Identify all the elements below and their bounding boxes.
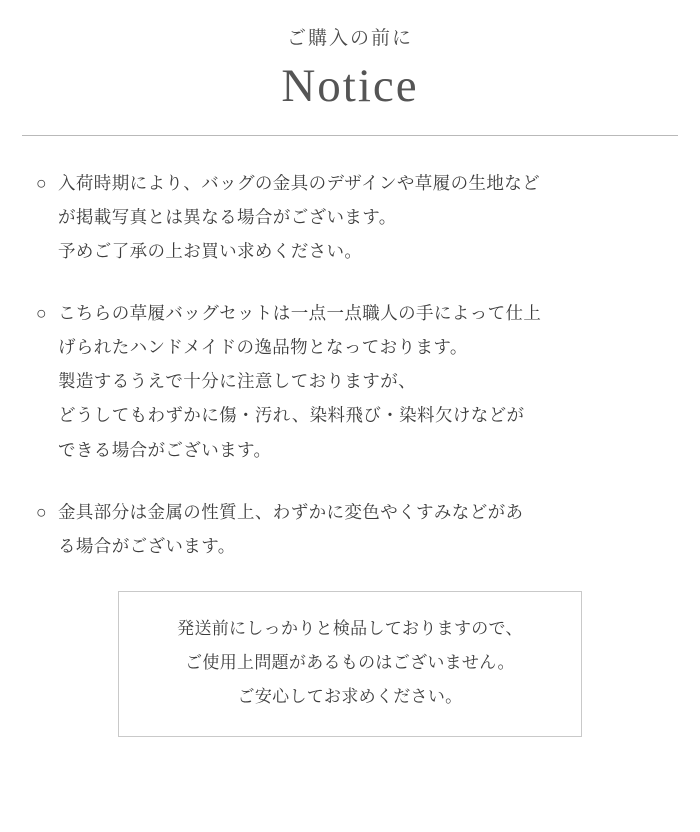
assurance-box	[118, 591, 582, 737]
list-item	[36, 495, 664, 563]
notice-list	[0, 136, 700, 563]
list-item	[36, 296, 664, 467]
notice-line: できる場合がございます。	[58, 439, 272, 460]
notice-line: 製造するうえで十分に注意しておりますが、	[58, 371, 416, 392]
notice-text	[36, 166, 664, 268]
list-item	[36, 166, 664, 268]
page-title: Notice	[281, 59, 419, 112]
notice-line: 予めご了承の上お買い求めください。	[58, 240, 363, 261]
header-subtitle: ご購入の前に	[286, 28, 413, 49]
notice-line: る場合がございます。	[58, 535, 236, 556]
assurance-line: 発送前にしっかりと検品しておりますので、	[177, 618, 523, 638]
notice-line	[36, 495, 664, 529]
page-header	[0, 0, 700, 113]
notice-line-text: 金具部分は金属の性質上、わずかに変色やくすみなどがあ	[58, 501, 524, 522]
notice-line: げられたハンドメイドの逸品物となっております。	[58, 337, 468, 358]
notice-line	[36, 166, 664, 200]
notice-line	[36, 296, 664, 330]
bullet-icon: ○	[36, 501, 47, 522]
bullet-icon: ○	[36, 172, 47, 193]
notice-line-text: 入荷時期により、バッグの金具のデザインや草履の生地など	[58, 172, 541, 193]
assurance-line: ご使用上問題があるものはございません。	[185, 652, 515, 672]
notice-line-text: こちらの草履バッグセットは一点一点職人の手によって仕上	[58, 303, 542, 324]
notice-line: どうしてもわずかに傷・汚れ、染料飛び・染料欠けなどが	[58, 405, 525, 426]
notice-line: が掲載写真とは異なる場合がございます。	[58, 206, 397, 227]
assurance-line: ご安心してお求めください。	[237, 686, 463, 706]
bullet-icon: ○	[36, 303, 47, 324]
notice-text	[36, 296, 664, 467]
notice-text	[36, 495, 664, 563]
